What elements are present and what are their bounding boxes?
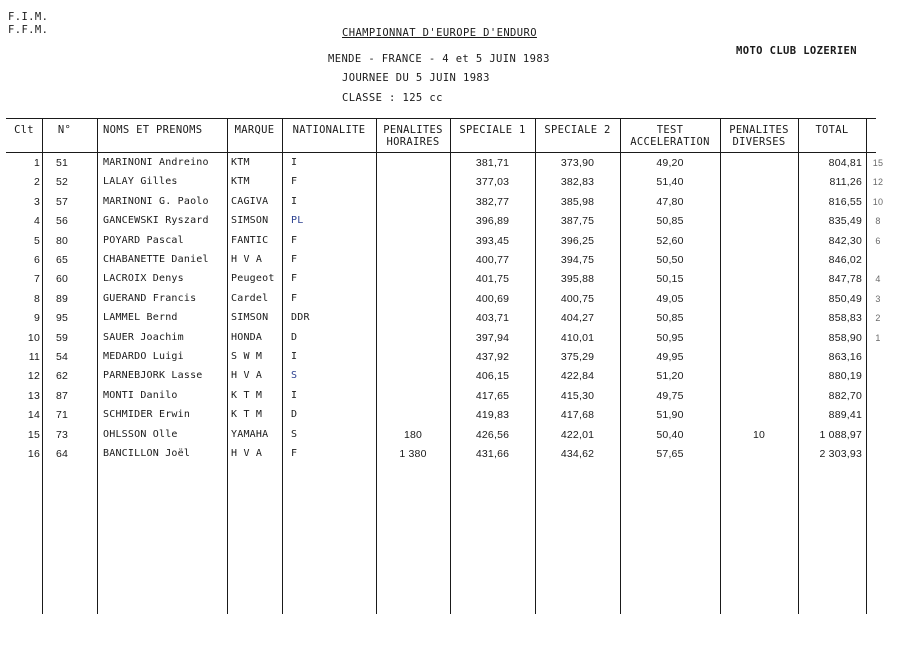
cell-marque: KTM <box>231 176 250 188</box>
cell-rider-name: SAUER Joachim <box>103 331 184 343</box>
cell-clt: 11 <box>28 351 40 363</box>
cell-speciale-1: 406,15 <box>475 370 510 383</box>
cell-total: 882,70 <box>828 389 862 402</box>
cell-total: 811,26 <box>829 176 862 189</box>
cell-number: 59 <box>55 331 69 344</box>
col-header-marque: MARQUE <box>234 124 275 136</box>
cell-test-acceleration: 49,75 <box>656 389 684 402</box>
cell-test-acceleration: 50,15 <box>656 273 684 286</box>
cell-speciale-2: 410,01 <box>560 331 595 344</box>
cell-rider-name: LALAY Gilles <box>103 176 178 188</box>
cell-number: 71 <box>55 409 69 422</box>
cell-total: 846,02 <box>828 254 862 266</box>
col-header-test-1: TEST <box>656 124 684 136</box>
cell-speciale-1: 426,56 <box>475 428 510 441</box>
table-row <box>0 233 900 252</box>
cell-speciale-2: 400,75 <box>560 292 595 305</box>
cell-rider-name: MEDARDO Luigi <box>103 351 184 362</box>
cell-speciale-2: 395,88 <box>560 273 595 286</box>
cell-number: 73 <box>55 428 69 441</box>
cell-clt: 10 <box>27 331 40 344</box>
cell-test-acceleration: 47,80 <box>656 195 684 208</box>
cell-rider-name: POYARD Pascal <box>103 234 184 246</box>
cell-number: 62 <box>55 370 69 383</box>
cell-marque: K T M <box>231 389 263 401</box>
cell-rider-name: CHABANETTE Daniel <box>103 254 209 265</box>
cell-number: 89 <box>55 292 69 305</box>
cell-speciale-1: 397,94 <box>475 331 510 344</box>
cell-speciale-2: 422,01 <box>560 428 595 441</box>
club-name: MOTO CLUB LOZERIEN <box>736 45 857 57</box>
table-row <box>0 155 900 174</box>
cell-marque: HONDA <box>231 331 263 343</box>
cell-pen-horaires: 1 380 <box>399 448 427 460</box>
cell-rider-name: MARINONI G. Paolo <box>103 195 209 207</box>
cell-test-acceleration: 49,95 <box>656 351 684 363</box>
col-header-pen-horaires-1: PENALITES <box>383 124 443 136</box>
table-row <box>0 349 900 368</box>
cell-total: 863,16 <box>828 351 862 363</box>
table-row <box>0 388 900 407</box>
col-header-clt: Clt <box>14 124 34 136</box>
cell-rider-name: GANCEWSKI Ryszard <box>103 215 209 227</box>
cell-clt: 9 <box>33 312 40 325</box>
table-row <box>0 271 900 290</box>
cell-total: 2 303,93 <box>819 448 862 460</box>
document-title: CHAMPIONNAT D'EUROPE D'ENDURO <box>342 27 537 39</box>
cell-rider-name: SCHMIDER Erwin <box>103 409 191 421</box>
cell-nationality: DDR <box>291 312 310 324</box>
cell-nationality: I <box>291 195 298 207</box>
cell-speciale-1: 437,92 <box>475 351 510 363</box>
table-row <box>0 213 900 232</box>
cell-speciale-2: 415,30 <box>560 389 595 402</box>
cell-clt: 5 <box>33 234 40 247</box>
cell-clt: 2 <box>33 176 40 189</box>
col-header-speciale-1: SPECIALE 1 <box>459 124 526 136</box>
class-label: CLASSE : 125 cc <box>342 92 443 104</box>
cell-clt: 14 <box>27 409 40 422</box>
cell-speciale-1: 377,03 <box>475 176 510 189</box>
cell-nationality: F <box>291 254 298 265</box>
cell-marque: FANTIC <box>231 234 269 246</box>
cell-number: 56 <box>55 215 69 228</box>
cell-margin-note: 1 <box>875 332 881 343</box>
cell-total: 1 088,97 <box>819 428 862 441</box>
cell-number: 65 <box>55 254 69 266</box>
cell-clt: 13 <box>27 389 40 402</box>
table-row <box>0 368 900 387</box>
cell-speciale-1: 417,65 <box>475 389 510 402</box>
cell-margin-note: 8 <box>875 216 881 227</box>
cell-nationality: S <box>291 428 298 440</box>
event-day: JOURNEE DU 5 JUIN 1983 <box>342 72 490 84</box>
cell-total: 858,83 <box>828 312 862 325</box>
cell-speciale-1: 382,77 <box>475 195 510 208</box>
table-top-rule <box>6 118 876 119</box>
cell-number: 51 <box>55 157 69 169</box>
cell-number: 60 <box>55 273 69 286</box>
cell-speciale-2: 387,75 <box>560 215 595 228</box>
cell-speciale-1: 419,83 <box>475 409 510 422</box>
cell-nationality: I <box>291 351 298 362</box>
cell-number: 80 <box>55 234 69 247</box>
cell-total: 847,78 <box>828 273 862 286</box>
cell-speciale-2: 417,68 <box>560 409 595 422</box>
cell-number: 87 <box>55 389 69 402</box>
cell-rider-name: BANCILLON Joël <box>103 448 191 459</box>
cell-clt: 6 <box>33 254 40 266</box>
col-header-pen-diverses-1: PENALITES <box>729 124 789 136</box>
cell-rider-name: GUERAND Francis <box>103 292 197 304</box>
table-row <box>0 330 900 349</box>
cell-total: 842,30 <box>828 234 862 247</box>
col-header-test-2: ACCELERATION <box>630 136 710 148</box>
cell-marque: K T M <box>231 409 263 421</box>
table-row <box>0 174 900 193</box>
cell-test-acceleration: 50,95 <box>656 331 684 344</box>
cell-total: 850,49 <box>828 292 862 305</box>
cell-test-acceleration: 50,40 <box>656 428 684 441</box>
table-row <box>0 407 900 426</box>
cell-marque: SIMSON <box>231 312 269 324</box>
cell-margin-note: 4 <box>875 274 881 285</box>
cell-margin-note: 2 <box>875 313 881 324</box>
cell-marque: Peugeot <box>231 273 275 285</box>
col-header-number: N° <box>57 124 72 136</box>
cell-test-acceleration: 51,90 <box>656 409 684 422</box>
cell-clt: 15 <box>27 428 40 441</box>
cell-test-acceleration: 50,85 <box>656 215 684 228</box>
cell-number: 95 <box>55 312 69 325</box>
cell-margin-note: 6 <box>875 235 881 246</box>
cell-marque: H V A <box>231 254 263 265</box>
cell-nationality: D <box>291 331 298 343</box>
cell-total: 816,55 <box>828 195 862 208</box>
cell-nationality: F <box>291 234 298 246</box>
cell-nationality: F <box>291 273 298 285</box>
cell-marque: Cardel <box>231 292 269 304</box>
cell-total: 858,90 <box>828 331 862 344</box>
table-row <box>0 194 900 213</box>
cell-speciale-2: 396,25 <box>560 234 595 247</box>
cell-speciale-2: 375,29 <box>560 351 595 363</box>
cell-nationality: PL <box>291 215 304 227</box>
cell-marque: YAMAHA <box>231 428 269 440</box>
cell-clt: 12 <box>27 370 40 383</box>
cell-speciale-1: 396,89 <box>475 215 510 228</box>
cell-nationality: F <box>291 176 298 188</box>
table-row <box>0 291 900 310</box>
cell-speciale-2: 404,27 <box>560 312 595 325</box>
cell-clt: 1 <box>33 157 40 169</box>
cell-nationality: F <box>291 292 298 304</box>
col-header-pen-diverses-2: DIVERSES <box>732 136 786 148</box>
col-header-nationalite: NATIONALITE <box>292 124 366 136</box>
cell-margin-note: 3 <box>875 293 881 304</box>
cell-rider-name: LACROIX Denys <box>103 273 184 285</box>
table-row <box>0 310 900 329</box>
cell-number: 52 <box>55 176 69 189</box>
table-row <box>0 427 900 446</box>
cell-test-acceleration: 51,20 <box>656 370 684 383</box>
cell-total: 880,19 <box>828 370 862 383</box>
table-header-rule <box>6 152 876 153</box>
cell-nationality: F <box>291 448 298 459</box>
col-header-speciale-2: SPECIALE 2 <box>544 124 611 136</box>
cell-speciale-1: 400,69 <box>475 292 510 305</box>
col-header-names: NOMS ET PRENOMS <box>103 124 203 136</box>
cell-test-acceleration: 50,85 <box>656 312 684 325</box>
cell-speciale-2: 394,75 <box>560 254 595 266</box>
cell-rider-name: MARINONI Andreino <box>103 157 209 168</box>
event-location: MENDE - FRANCE - 4 et 5 JUIN 1983 <box>328 53 550 65</box>
cell-margin-note: 10 <box>872 196 884 207</box>
cell-test-acceleration: 49,20 <box>656 157 684 169</box>
cell-pen-horaires: 180 <box>403 428 423 441</box>
cell-speciale-1: 403,71 <box>475 312 510 325</box>
cell-speciale-1: 381,71 <box>475 157 510 169</box>
cell-nationality: I <box>291 157 298 168</box>
cell-clt: 4 <box>33 215 40 228</box>
cell-marque: H V A <box>231 448 263 459</box>
cell-speciale-2: 385,98 <box>560 195 595 208</box>
cell-test-acceleration: 49,05 <box>656 292 684 305</box>
org-ffm: F.F.M. <box>8 24 49 36</box>
cell-rider-name: PARNEBJORK Lasse <box>103 370 203 382</box>
cell-speciale-1: 431,66 <box>475 448 510 460</box>
cell-speciale-2: 382,83 <box>560 176 595 189</box>
cell-clt: 8 <box>33 292 40 305</box>
org-fim: F.I.M. <box>8 11 49 23</box>
cell-clt: 3 <box>33 195 40 208</box>
cell-speciale-1: 401,75 <box>475 273 510 286</box>
table-row <box>0 446 900 465</box>
cell-total: 835,49 <box>828 215 862 228</box>
cell-marque: SIMSON <box>231 215 269 227</box>
cell-clt: 7 <box>33 273 40 286</box>
col-header-total: TOTAL <box>815 124 849 136</box>
table-row <box>0 252 900 271</box>
cell-nationality: S <box>291 370 298 382</box>
cell-test-acceleration: 51,40 <box>656 176 684 189</box>
cell-total: 889,41 <box>828 409 862 422</box>
cell-test-acceleration: 52,60 <box>656 234 684 247</box>
cell-rider-name: LAMMEL Bernd <box>103 312 178 324</box>
cell-marque: KTM <box>231 157 250 168</box>
cell-marque: S W M <box>231 351 263 362</box>
cell-marque: H V A <box>231 370 263 382</box>
cell-marque: CAGIVA <box>231 195 269 207</box>
cell-total: 804,81 <box>828 157 862 169</box>
cell-speciale-1: 400,77 <box>475 254 510 266</box>
cell-margin-note: 15 <box>872 158 884 168</box>
cell-number: 57 <box>55 195 69 208</box>
cell-clt: 16 <box>27 448 40 460</box>
cell-pen-diverses: 10 <box>752 428 766 441</box>
cell-number: 54 <box>55 351 69 363</box>
col-header-pen-horaires-2: HORAIRES <box>386 136 440 148</box>
cell-rider-name: OHLSSON Olle <box>103 428 178 440</box>
cell-speciale-2: 434,62 <box>560 448 595 460</box>
cell-rider-name: MONTI Danilo <box>103 389 178 401</box>
cell-speciale-2: 422,84 <box>560 370 595 383</box>
cell-test-acceleration: 50,50 <box>656 254 684 266</box>
cell-margin-note: 12 <box>872 177 884 188</box>
cell-number: 64 <box>55 448 69 460</box>
cell-nationality: D <box>291 409 298 421</box>
cell-nationality: I <box>291 389 298 401</box>
cell-speciale-1: 393,45 <box>475 234 510 247</box>
cell-test-acceleration: 57,65 <box>656 448 684 460</box>
cell-speciale-2: 373,90 <box>560 157 595 169</box>
